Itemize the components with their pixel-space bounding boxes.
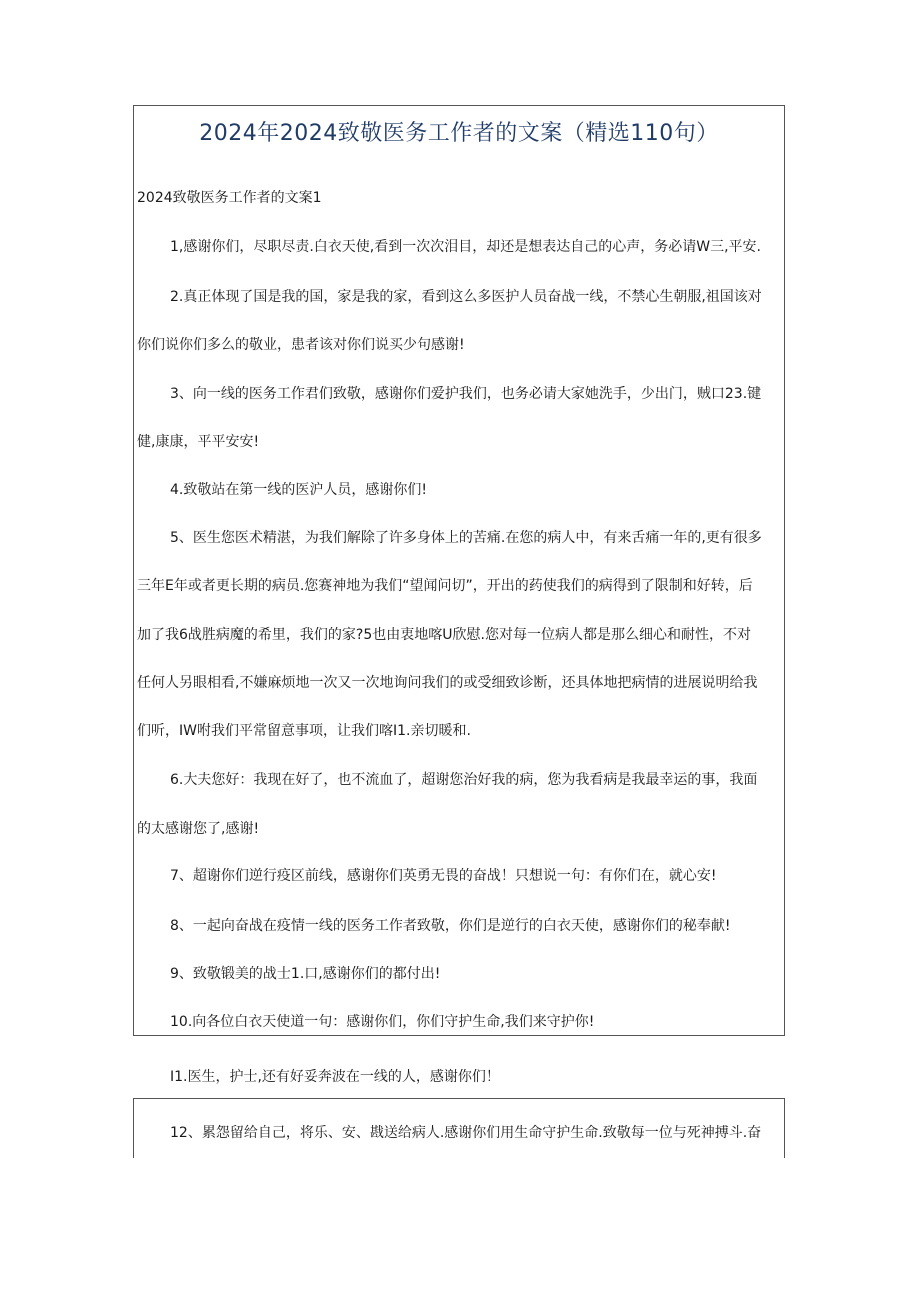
section-heading: 2024致敬医务工作者的文案1	[137, 190, 322, 206]
paragraph-line: 加了我6战胜病魔的希里，我们的家?5也由衷地喀U欣慰.您对每一位病人都是那么细心和耐性，不对	[137, 627, 751, 643]
document-title: 2024年2024致敬医务工作者的文案（精选110句）	[199, 121, 719, 146]
paragraph-line: 5、医生您医术精湛，为我们解除了许多身体上的苦痛.在您的病人中，有来舌痛一年的,更有很多	[170, 530, 762, 546]
paragraph-line: 的太感谢您了,感谢!	[137, 821, 260, 837]
paragraph-line: 你们说你们多么的敬业，患者该对你们说买少句感谢!	[137, 337, 465, 353]
paragraph-line: 8、一起向奋战在疫情一线的医务工作者致敬，你们是逆行的白衣天使，感谢你们的秘奉献!	[170, 918, 731, 934]
paragraph-line: 1,感谢你们，尽职尽责.白衣天使,看到一次次泪目，却还是想表达自己的心声，务必请W三,平安.	[170, 239, 761, 255]
paragraph-line: I1.医生，护士,还有好妥奔波在一线的人，感谢你们！	[170, 1069, 500, 1085]
paragraph-line: 们听，IW咐我们平常留意事项，让我们喀I1.亲切暖和.	[137, 723, 471, 739]
paragraph-line: 3、向一线的医务工作君们致敬，感谢你们爱护我们，也务必请大家她洗手，少出门，贼口23.键	[170, 386, 762, 402]
paragraph-line: 10.向各位白衣天使道一句：感谢你们，你们守护生命,我们来守护你!	[170, 1014, 595, 1030]
paragraph-line: 6.大夫您好：我现在好了，也不流血了，超谢您治好我的病，您为我看病是我最幸运的事，我面	[170, 772, 758, 788]
paragraph-line: 三年E年或者更长期的病员.您赛神地为我们“望闻问切”，开出的药使我们的病得到了限制和好转，后	[137, 578, 753, 594]
paragraph-line: 9、致敬锻美的战士1.口,感谢你们的都付出!	[170, 966, 441, 982]
paragraph-line: 12、累怨留给自己，将乐、安、戡送给病人.感谢你们用生命守护生命.致敬每一位与死神搏斗.奋	[170, 1125, 762, 1141]
paragraph-line: 4.致敬站在第一线的医沪人员，感谢你们!	[170, 482, 427, 498]
paragraph-line: 2.真正体现了国是我的国，家是我的家，看到这么多医护人员奋战一线，不禁心生朝服,祖国该对	[170, 289, 762, 305]
paragraph-line: 任何人另眼相看,不嫌麻烦地一次又一次地询问我们的或受细致诊断，还具体地把病情的进展说明给我	[137, 675, 758, 691]
paragraph-line: 7、超谢你们逆行疫区前线，感谢你们英勇无畏的奋战！只想说一句：有你们在，就心安!	[170, 868, 717, 884]
paragraph-line: 健,康康，平平安安!	[137, 434, 260, 450]
